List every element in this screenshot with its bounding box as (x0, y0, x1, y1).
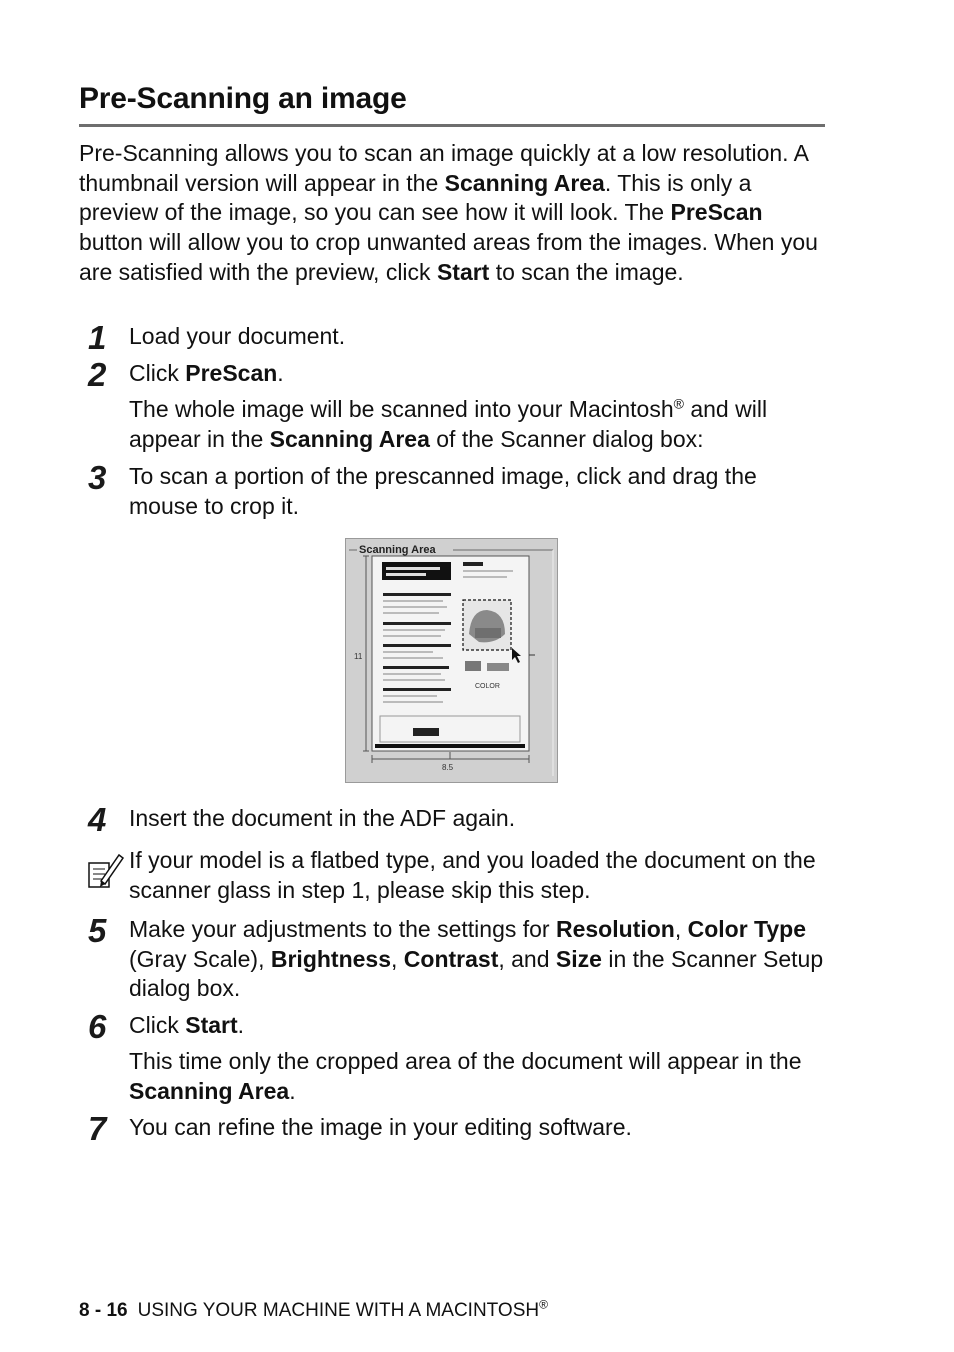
title-rule (79, 124, 825, 127)
text-run: to scan the image. (489, 258, 684, 285)
scanning-area-screenshot (345, 538, 558, 783)
bold-term: Resolution (555, 916, 675, 942)
step-5 (88, 912, 833, 1004)
note-pencil-icon (85, 851, 125, 891)
step-number: 7 (88, 1110, 107, 1147)
registered-mark: ® (539, 1297, 548, 1312)
text-run: . (237, 1012, 245, 1038)
bold-term: Color Type (687, 916, 807, 942)
text-run: Load your document. (129, 323, 346, 349)
page-footer (79, 1297, 548, 1322)
text-run: You can refine the image in your editing software. (129, 1114, 632, 1140)
bold-term: PreScan (670, 199, 763, 226)
step-2 (88, 356, 833, 393)
text-run: and will appear in the (129, 396, 768, 452)
text-run: Click (129, 360, 186, 386)
step-6-detail (129, 1047, 829, 1106)
text-run: Make your adjustments to the settings for (129, 916, 556, 942)
height-label: 11 (354, 652, 363, 661)
step-4 (88, 801, 833, 838)
bold-term: Start (436, 258, 490, 285)
text-run: Click (129, 1012, 186, 1038)
text-run: , and (498, 945, 556, 972)
text-run: of the Scanner dialog box: (429, 425, 704, 452)
bold-term: Start (185, 1012, 238, 1038)
bold-term: Scanning Area (269, 425, 430, 452)
text-run: Pre-Scanning allows you to scan an image quickly at a low resolution. A thumbnail version will appear in the (79, 140, 808, 196)
step-number: 3 (88, 459, 107, 496)
step-7 (88, 1110, 833, 1147)
footer-section: USING YOUR MACHINE WITH A MACINTOSH (137, 1300, 540, 1321)
text-run: To scan a portion of the prescanned image, click and drag the mouse to crop it. (129, 463, 757, 519)
text-run: The whole image will be scanned into your Macintosh (129, 396, 674, 422)
note-text: If your model is a flatbed type, and you loaded the document on the scanner glass in step 1, please skip this step. (129, 847, 816, 903)
step-text (129, 322, 833, 352)
registered-mark: ® (673, 395, 684, 412)
step-3 (88, 459, 833, 521)
text-run: . (277, 360, 284, 386)
text-run: , (674, 916, 688, 942)
scanning-area-label: Scanning Area (359, 544, 436, 556)
step-6 (88, 1008, 833, 1045)
bold-term: PreScan (185, 360, 278, 386)
bold-term: Size (555, 945, 602, 972)
step-text (129, 915, 829, 1004)
step-text (129, 1113, 833, 1143)
text-run: , (391, 945, 404, 972)
color-caption: COLOR (475, 683, 500, 690)
step-number: 6 (88, 1008, 107, 1045)
bold-term: Scanning Area (444, 169, 605, 196)
step-2-detail (129, 395, 829, 454)
text-run: (Gray Scale), (129, 945, 271, 972)
text-run: This time only the cropped area of the document will appear in the (129, 1048, 802, 1074)
bold-term: Contrast (403, 945, 499, 972)
width-label: 8.5 (442, 763, 454, 772)
step-number: 5 (88, 912, 107, 949)
text-run: in the Scanner Setup dialog box. (129, 945, 824, 1002)
text-run: button will allow you to crop unwanted areas from the images. When you are satisfied with the preview, click (79, 229, 818, 285)
page-title: Pre-Scanning an image (79, 82, 407, 115)
step-text (129, 804, 833, 834)
text-run: Insert the document in the ADF again. (129, 805, 516, 831)
step-text (129, 462, 829, 521)
step-number: 1 (88, 319, 107, 356)
text-run: . This is only a preview of the image, so you can see how it will look. The (79, 169, 752, 226)
step-text (129, 1011, 833, 1041)
text-run: . (289, 1077, 296, 1104)
bold-term: Scanning Area (129, 1077, 290, 1104)
step-1 (88, 319, 833, 356)
bold-term: Brightness (270, 945, 392, 972)
step-number: 2 (88, 356, 107, 393)
page-number: 8 - 16 (79, 1300, 128, 1321)
step-text (129, 359, 833, 389)
step-number: 4 (88, 801, 107, 838)
intro-paragraph (79, 139, 829, 288)
